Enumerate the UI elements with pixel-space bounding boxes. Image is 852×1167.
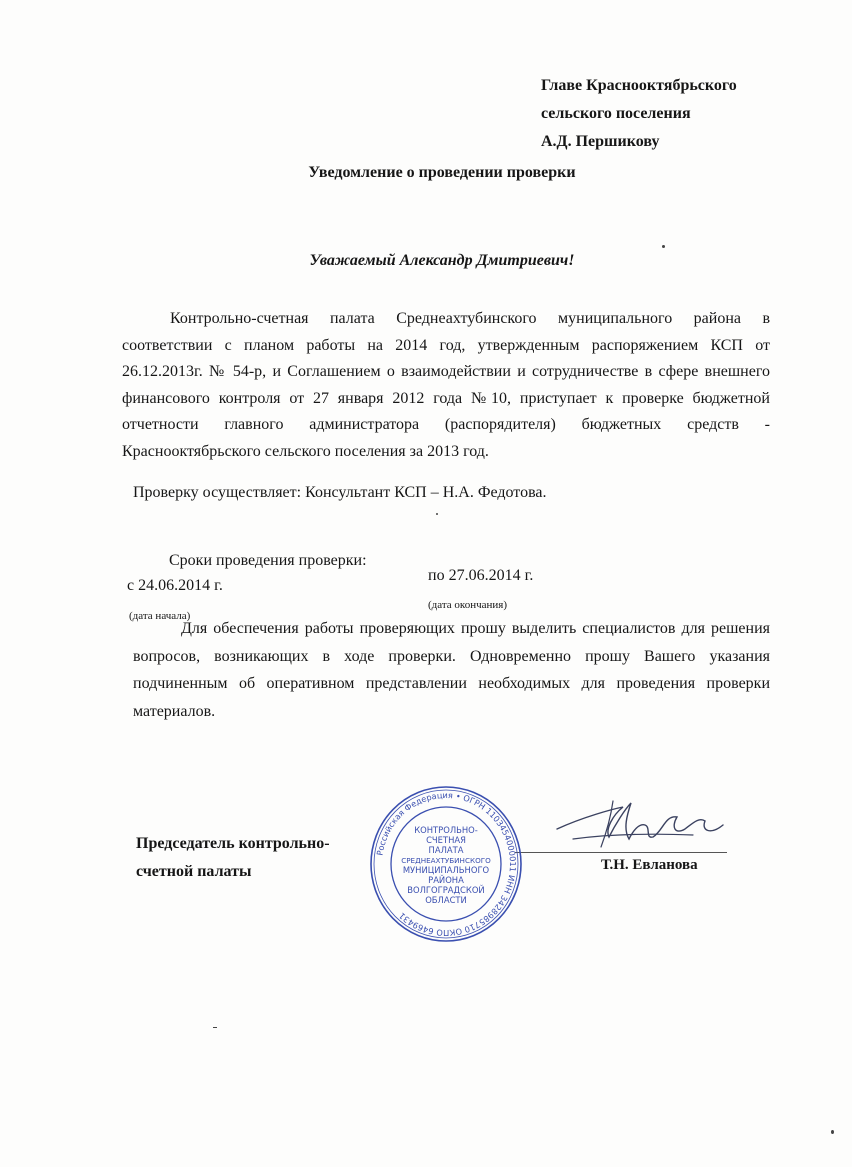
end-date: по 27.06.2014 г. (428, 567, 534, 584)
scan-speck (831, 1130, 834, 1134)
body-paragraph (122, 306, 770, 465)
salutation (0, 252, 852, 270)
stamp-ring-textpath: Российская Федерация • ОГРН 1103454000011 ИНН 3428985710 ОКПО 6469431 (374, 789, 519, 939)
inspector-line: Проверку осуществляет: Консультант КСП – Н.А. Федотова. (133, 484, 547, 501)
start-date: с 24.06.2014 г. (127, 577, 223, 594)
document-title (0, 164, 852, 182)
end-date-caption: (дата окончания) (428, 599, 508, 611)
scan-speck (213, 1027, 217, 1028)
stamp-line-1: КОНТРОЛЬНО- (414, 825, 478, 835)
signatory-title-line-2: счетной палаты (136, 863, 252, 880)
signatory-title-line-1: Председатель контрольно- (136, 835, 330, 852)
request-paragraph (133, 615, 770, 725)
addressee-block (541, 72, 737, 156)
addressee-line-1: Главе Краснооктябрьского (541, 77, 737, 94)
body-paragraph-text: Контрольно-счетная палата Среднеахтубинского муниципального района в соответствии с планом работы на 2014 год, утвержденным распоряжением КСП от 26.12.2013г. № 54-р, и Соглашением о взаимодействии и сотрудничестве в сфере внешнего финансового контроля от 27 января 2012 года №10, приступает к проверке бюджетной отчетности главного администратора (распорядителя) бюджетных средств - Краснооктябрьского сельского поселения за 2013 год. (122, 310, 770, 460)
stamp-line-7: ВОЛГОГРАДСКОЙ (407, 885, 485, 895)
dates-label: Сроки проведения проверки: (169, 552, 367, 569)
signatory-name: Т.Н. Евланова (601, 857, 698, 873)
salutation-text: Уважаемый Александр Дмитриевич! (309, 252, 575, 269)
scan-speck (436, 513, 438, 515)
official-stamp (369, 784, 523, 944)
stamp-line-3: ПАЛАТА (428, 845, 464, 855)
addressee-line-2: сельского поселения (541, 105, 691, 122)
addressee-line-3: А.Д. Першикову (541, 133, 660, 150)
stamp-line-4: СРЕДНЕАХТУБИНСКОГО (401, 856, 491, 865)
stamp-line-2: СЧЕТНАЯ (426, 835, 466, 845)
stamp-line-8: ОБЛАСТИ (425, 895, 467, 905)
signatory-title (136, 830, 330, 886)
handwritten-signature (553, 795, 725, 855)
start-date-caption: (дата начала) (129, 610, 191, 622)
stamp-line-6: РАЙОНА (428, 875, 464, 885)
stamp-line-5: МУНИЦИПАЛЬНОГО (402, 865, 490, 875)
scan-speck (662, 245, 665, 248)
request-paragraph-text: Для обеспечения работы проверяющих прошу выделить специалистов для решения вопросов, возникающих в ходе проверки. Одновременно прошу Вашего указания подчиненным об оперативном представлении необходимых для проведения проверки материалов. (133, 620, 770, 720)
document-title-text: Уведомление о проведении проверки (308, 164, 576, 181)
